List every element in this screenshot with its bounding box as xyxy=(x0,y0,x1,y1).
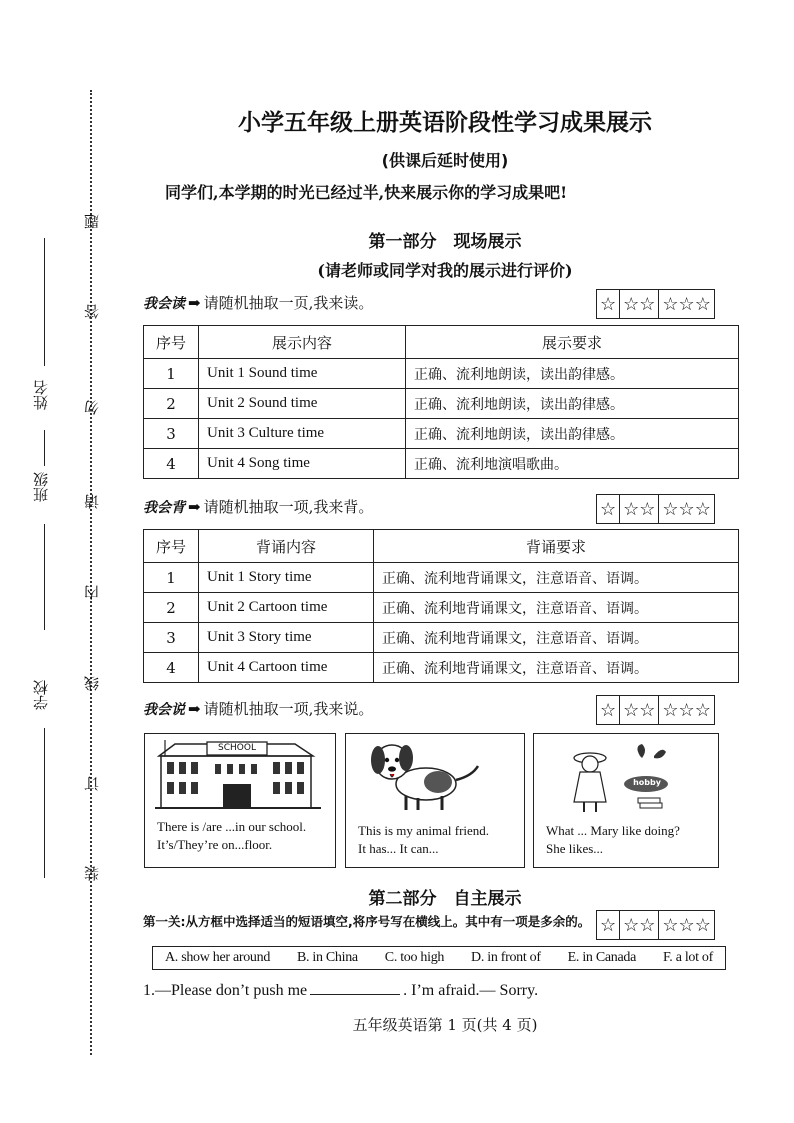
class-blank[interactable] xyxy=(44,524,45,630)
animal-caption-line1: This is my animal friend. xyxy=(358,823,490,838)
row-requirement: 正确、流利地演唱歌曲。 xyxy=(406,449,739,479)
seal-char: 线 xyxy=(83,676,101,691)
col-header: 展示内容 xyxy=(199,326,406,359)
row-num: 3 xyxy=(144,623,199,653)
class-blank-short xyxy=(44,430,45,466)
part1-subtitle: (请老师或同学对我的展示进行评价) xyxy=(317,261,573,280)
part2-title: 第二部分 自主展示 xyxy=(368,889,522,909)
recite-tag: 我会背 xyxy=(143,499,185,516)
row-content: Unit 1 Sound time xyxy=(199,359,406,389)
page-title: 小学五年级上册英语阶段性学习成果展示 xyxy=(238,110,652,136)
table-row xyxy=(144,653,739,683)
star-1-icon[interactable]: ☆ xyxy=(600,498,617,520)
hobby-caption-line2: She likes... xyxy=(546,841,604,856)
seal-char: 答 xyxy=(83,304,101,319)
star-1-icon[interactable]: ☆ xyxy=(600,293,617,315)
table-row xyxy=(144,563,739,593)
school-blank[interactable] xyxy=(44,728,45,878)
row-requirement: 正确、流利地背诵课文，注意语音、语调。 xyxy=(374,563,739,593)
intro-text: 同学们,本学期的时光已经过半,快来展示你的学习成果吧! xyxy=(165,183,568,202)
read-tag: 我会读 xyxy=(143,295,185,312)
page-subtitle: (供课后延时使用) xyxy=(381,151,509,170)
col-header: 序号 xyxy=(144,530,199,563)
class-label: 班级 xyxy=(32,472,50,502)
row-content: Unit 3 Culture time xyxy=(199,419,406,449)
page-footer: 五年级英语第 1 页(共 4 页) xyxy=(352,1016,538,1034)
part2-instruction: 第一关:从方框中选择适当的短语填空,将序号写在横线上。其中有一项是多余的。 xyxy=(143,914,591,929)
star-1-icon[interactable]: ☆ xyxy=(600,914,617,936)
table-row xyxy=(144,623,739,653)
speak-star-rating[interactable] xyxy=(596,695,715,725)
arrow-icon: ➡ xyxy=(188,497,201,516)
row-requirement: 正确、流利地背诵课文，注意语音、语调。 xyxy=(374,653,739,683)
row-requirement: 正确、流利地背诵课文，注意语音、语调。 xyxy=(374,623,739,653)
star-2-icon[interactable]: ☆☆ xyxy=(619,696,658,724)
q1-answer-blank[interactable] xyxy=(310,994,400,995)
recite-star-rating[interactable] xyxy=(596,494,715,524)
name-label: 姓名 xyxy=(32,380,50,410)
star-2-icon[interactable]: ☆☆ xyxy=(619,495,658,523)
table-row xyxy=(144,389,739,419)
hobby-caption-line1: What ... Mary like doing? xyxy=(546,823,680,838)
row-content: Unit 2 Cartoon time xyxy=(199,593,374,623)
star-3-icon[interactable]: ☆☆☆ xyxy=(658,290,713,318)
option-f: F. a lot of xyxy=(662,950,713,965)
col-header: 展示要求 xyxy=(406,326,739,359)
option-c: C. too high xyxy=(384,950,445,965)
speak-tag: 我会说 xyxy=(143,701,185,718)
speak-task xyxy=(143,698,373,719)
star-3-icon[interactable]: ☆☆☆ xyxy=(658,696,713,724)
read-task xyxy=(143,292,373,313)
table-row xyxy=(144,449,739,479)
table-row xyxy=(144,419,739,449)
star-2-icon[interactable]: ☆☆ xyxy=(619,911,658,939)
q1-text-after: . I’m afraid.— Sorry. xyxy=(403,982,539,999)
part2-star-rating[interactable] xyxy=(596,910,715,940)
row-content: Unit 1 Story time xyxy=(199,563,374,593)
part1-title: 第一部分 现场展示 xyxy=(368,232,522,252)
phrase-options-box xyxy=(152,946,726,970)
option-d: D. in front of xyxy=(471,950,541,965)
school-sign: SCHOOL xyxy=(218,743,256,753)
dog-icon xyxy=(346,734,524,818)
row-num: 4 xyxy=(144,653,199,683)
arrow-icon: ➡ xyxy=(188,699,201,718)
binding-dotted-line xyxy=(90,90,92,1055)
row-num: 1 xyxy=(144,359,199,389)
arrow-icon: ➡ xyxy=(188,293,201,312)
row-requirement: 正确、流利地背诵课文，注意语音、语调。 xyxy=(374,593,739,623)
seal-char: 请 xyxy=(83,494,101,509)
picture-card-school[interactable] xyxy=(144,733,336,868)
row-content: Unit 4 Song time xyxy=(199,449,406,479)
speak-instruction: 请随机抽取一项,我来说。 xyxy=(203,700,374,718)
col-header: 序号 xyxy=(144,326,199,359)
read-instruction: 请随机抽取一页,我来读。 xyxy=(203,294,374,312)
table-row xyxy=(144,359,739,389)
seal-char: 装 xyxy=(83,866,101,881)
star-1-icon[interactable]: ☆ xyxy=(600,699,617,721)
animal-caption-line2: It has... It can... xyxy=(358,841,439,856)
row-requirement: 正确、流利地朗读，读出韵律感。 xyxy=(406,389,739,419)
picture-card-animal[interactable] xyxy=(345,733,525,868)
school-caption-line1: There is /are ...in our school. xyxy=(157,819,307,834)
hobby-label: hobby xyxy=(633,778,661,787)
school-caption-line2: It’s/They’re on...floor. xyxy=(157,837,273,852)
recite-table xyxy=(143,529,739,683)
row-content: Unit 2 Sound time xyxy=(199,389,406,419)
row-content: Unit 4 Cartoon time xyxy=(199,653,374,683)
row-requirement: 正确、流利地朗读，读出韵律感。 xyxy=(406,359,739,389)
star-3-icon[interactable]: ☆☆☆ xyxy=(658,495,713,523)
name-blank[interactable] xyxy=(44,238,45,366)
read-star-rating[interactable] xyxy=(596,289,715,319)
option-e: E. in Canada xyxy=(567,950,636,965)
star-3-icon[interactable]: ☆☆☆ xyxy=(658,911,713,939)
table-header-row xyxy=(144,530,739,563)
option-b: B. in China xyxy=(296,950,358,965)
read-table xyxy=(143,325,739,479)
row-num: 2 xyxy=(144,389,199,419)
star-2-icon[interactable]: ☆☆ xyxy=(619,290,658,318)
seal-char: 题 xyxy=(83,214,101,229)
seal-char: 勿 xyxy=(83,400,101,415)
table-header-row xyxy=(144,326,739,359)
seal-char: 订 xyxy=(83,776,101,791)
q1-text-before: 1.—Please don’t push me xyxy=(143,982,308,999)
row-num: 2 xyxy=(144,593,199,623)
col-header: 背诵要求 xyxy=(374,530,739,563)
row-num: 3 xyxy=(144,419,199,449)
seal-char: 内 xyxy=(83,585,101,600)
school-label: 学校 xyxy=(32,680,50,710)
option-a: A. show her around xyxy=(165,950,271,965)
table-row xyxy=(144,593,739,623)
row-num: 1 xyxy=(144,563,199,593)
question-1 xyxy=(143,982,538,1000)
picture-card-hobby[interactable] xyxy=(533,733,719,868)
row-content: Unit 3 Story time xyxy=(199,623,374,653)
row-num: 4 xyxy=(144,449,199,479)
recite-task xyxy=(143,496,373,517)
row-requirement: 正确、流利地朗读，读出韵律感。 xyxy=(406,419,739,449)
col-header: 背诵内容 xyxy=(199,530,374,563)
recite-instruction: 请随机抽取一项,我来背。 xyxy=(203,498,374,516)
girl-hobby-icon xyxy=(534,734,718,818)
